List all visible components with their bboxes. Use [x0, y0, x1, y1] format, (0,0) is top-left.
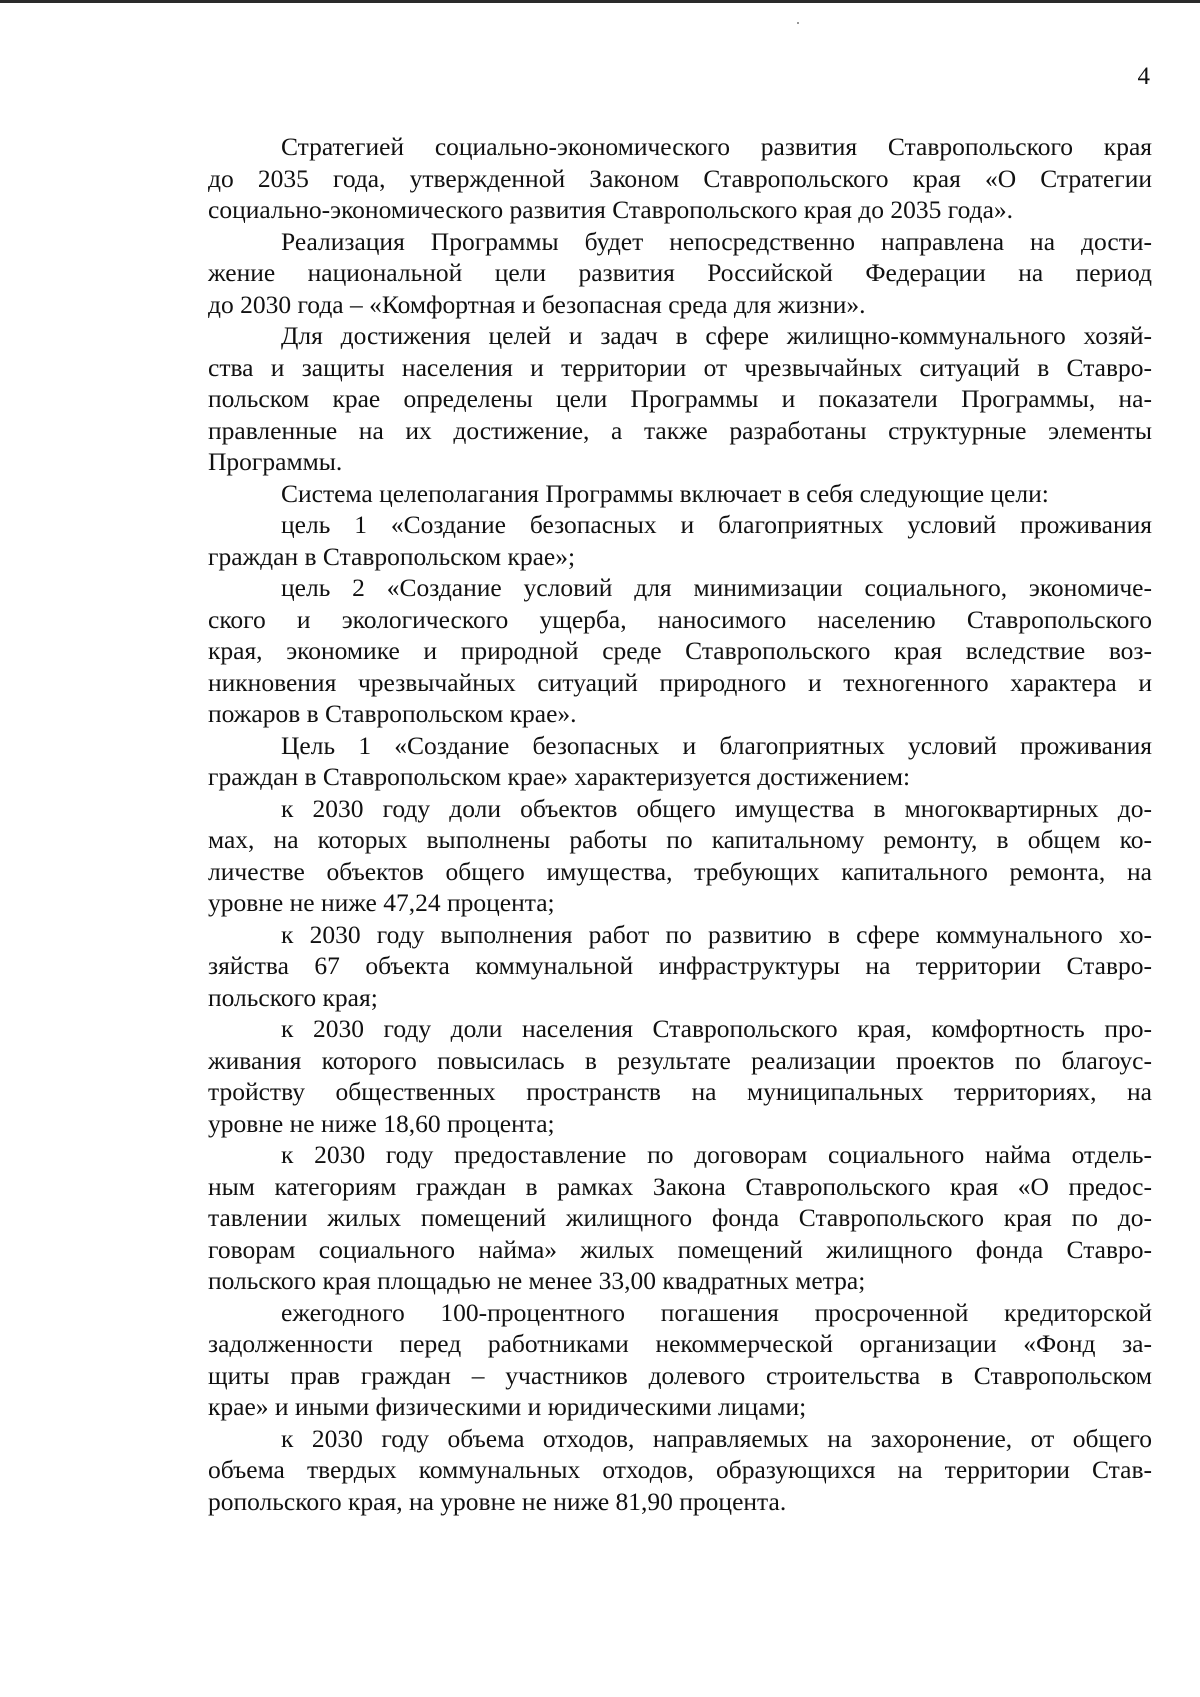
text-line: мах, на которых выполнены работы по капитальному ремонту, в общем ко-	[208, 825, 1152, 854]
paragraph-target-debt-repayment	[208, 1297, 1152, 1423]
text-line: живания которого повысилась в результате реализации проектов по благоус-	[208, 1045, 1152, 1075]
paragraph-program-implementation	[208, 226, 1152, 321]
text-line: ным категориям граждан в рамках Закона Ставропольского края «О предос-	[208, 1171, 1152, 1201]
text-line: польском крае определены цели Программы и показатели Программы, на-	[208, 384, 1152, 413]
paragraph-target-communal-infrastructure	[208, 919, 1152, 1014]
text-line: граждан в Ставропольском крае»;	[208, 541, 576, 571]
text-line: пожаров в Ставропольском крае».	[208, 699, 577, 728]
text-line: ства и защиты населения и территории от чрезвычайных ситуаций в Ставро-	[208, 352, 1152, 382]
paragraph-target-waste-disposal	[208, 1423, 1152, 1518]
text-line: крае» и иными физическими и юридическими лицами;	[208, 1392, 807, 1421]
text-line: уровне не ниже 47,24 процента;	[208, 888, 555, 917]
text-line: личестве объектов общего имущества, требующих капитального ремонта, на	[208, 856, 1152, 886]
text-line: задолженности перед работниками некоммерческой организации «Фонд за-	[208, 1329, 1152, 1358]
text-line: зяйства 67 объекта коммунальной инфраструктуры на территории Ставро-	[208, 951, 1152, 980]
document-body	[208, 131, 1152, 1517]
text-line: граждан в Ставропольском крае» характеризуется достижением:	[208, 762, 911, 791]
text-line: Цель 1 «Создание безопасных и благоприятных условий проживания	[281, 730, 1152, 760]
text-line: до 2030 года – «Комфортная и безопасная среда для жизни».	[208, 289, 866, 319]
paragraph-target-comfort-population	[208, 1013, 1152, 1139]
text-line: говорам социального найма» жилых помещений жилищного фонда Ставро-	[208, 1234, 1152, 1264]
scan-top-edge	[0, 0, 1200, 3]
text-line: объема твердых коммунальных отходов, образующихся на территории Став-	[208, 1455, 1152, 1484]
text-line: Реализация Программы будет непосредственно направлена на дости-	[281, 226, 1152, 256]
text-line: никновения чрезвычайных ситуаций природного и техногенного характера и	[208, 667, 1152, 697]
page-number: 4	[1137, 63, 1150, 90]
text-line: цель 2 «Создание условий для минимизации социального, экономиче-	[281, 573, 1152, 602]
paragraph-goal-system	[208, 478, 1152, 510]
text-line: к 2030 году предоставление по договорам социального найма отдель-	[281, 1140, 1152, 1169]
text-line: Система целеполагания Программы включает в себя следующие цели:	[281, 478, 1049, 508]
text-line: ежегодного 100-процентного погашения просроченной кредиторской	[281, 1297, 1152, 1327]
paragraph-target-capital-repair	[208, 793, 1152, 919]
text-line: к 2030 году выполнения работ по развитию в сфере коммунального хо-	[281, 919, 1152, 949]
text-line: цель 1 «Создание безопасных и благоприятных условий проживания	[281, 510, 1152, 539]
text-line: Программы.	[208, 447, 343, 476]
text-line: щиты прав граждан – участников долевого строительства в Ставропольском	[208, 1360, 1152, 1390]
text-line: ского и экологического ущерба, наносимого населению Ставропольского	[208, 604, 1152, 634]
paragraph-goal-2	[208, 572, 1152, 730]
paragraph-target-social-housing	[208, 1139, 1152, 1297]
text-line: тройству общественных пространств на муниципальных территориях, на	[208, 1077, 1152, 1106]
text-line: ропольского края, на уровне не ниже 81,90 процента.	[208, 1486, 787, 1516]
text-line: к 2030 году доли населения Ставропольского края, комфортность про-	[281, 1014, 1152, 1043]
text-line: Для достижения целей и задач в сфере жилищно-коммунального хозяй-	[281, 321, 1152, 350]
scan-speck	[797, 22, 799, 24]
text-line: до 2035 года, утвержденной Законом Ставропольского края «О Стратегии	[208, 163, 1152, 193]
text-line: уровне не ниже 18,60 процента;	[208, 1108, 555, 1138]
paragraph-goals-definition	[208, 320, 1152, 478]
text-line: тавлении жилых помещений жилищного фонда Ставропольского края по до-	[208, 1203, 1152, 1232]
paragraph-goal-1	[208, 509, 1152, 572]
text-line: края, экономике и природной среде Ставропольского края вследствие воз-	[208, 636, 1152, 665]
text-line: социально-экономического развития Ставропольского края до 2035 года».	[208, 195, 1014, 224]
text-line: польского края площадью не менее 33,00 квадратных метра;	[208, 1266, 866, 1295]
text-line: Стратегией социально-экономического развития Ставропольского края	[281, 132, 1152, 161]
text-line: правленные на их достижение, а также разработаны структурные элементы	[208, 415, 1152, 445]
text-line: к 2030 году доли объектов общего имущества в многоквартирных до-	[281, 793, 1152, 823]
paragraph-goal-1-characteristics	[208, 730, 1152, 793]
text-line: польского края;	[208, 982, 378, 1012]
paragraph-strategy-reference	[208, 131, 1152, 226]
text-line: жение национальной цели развития Российской Федерации на период	[208, 258, 1152, 287]
text-line: к 2030 году объема отходов, направляемых на захоронение, от общего	[281, 1423, 1152, 1453]
